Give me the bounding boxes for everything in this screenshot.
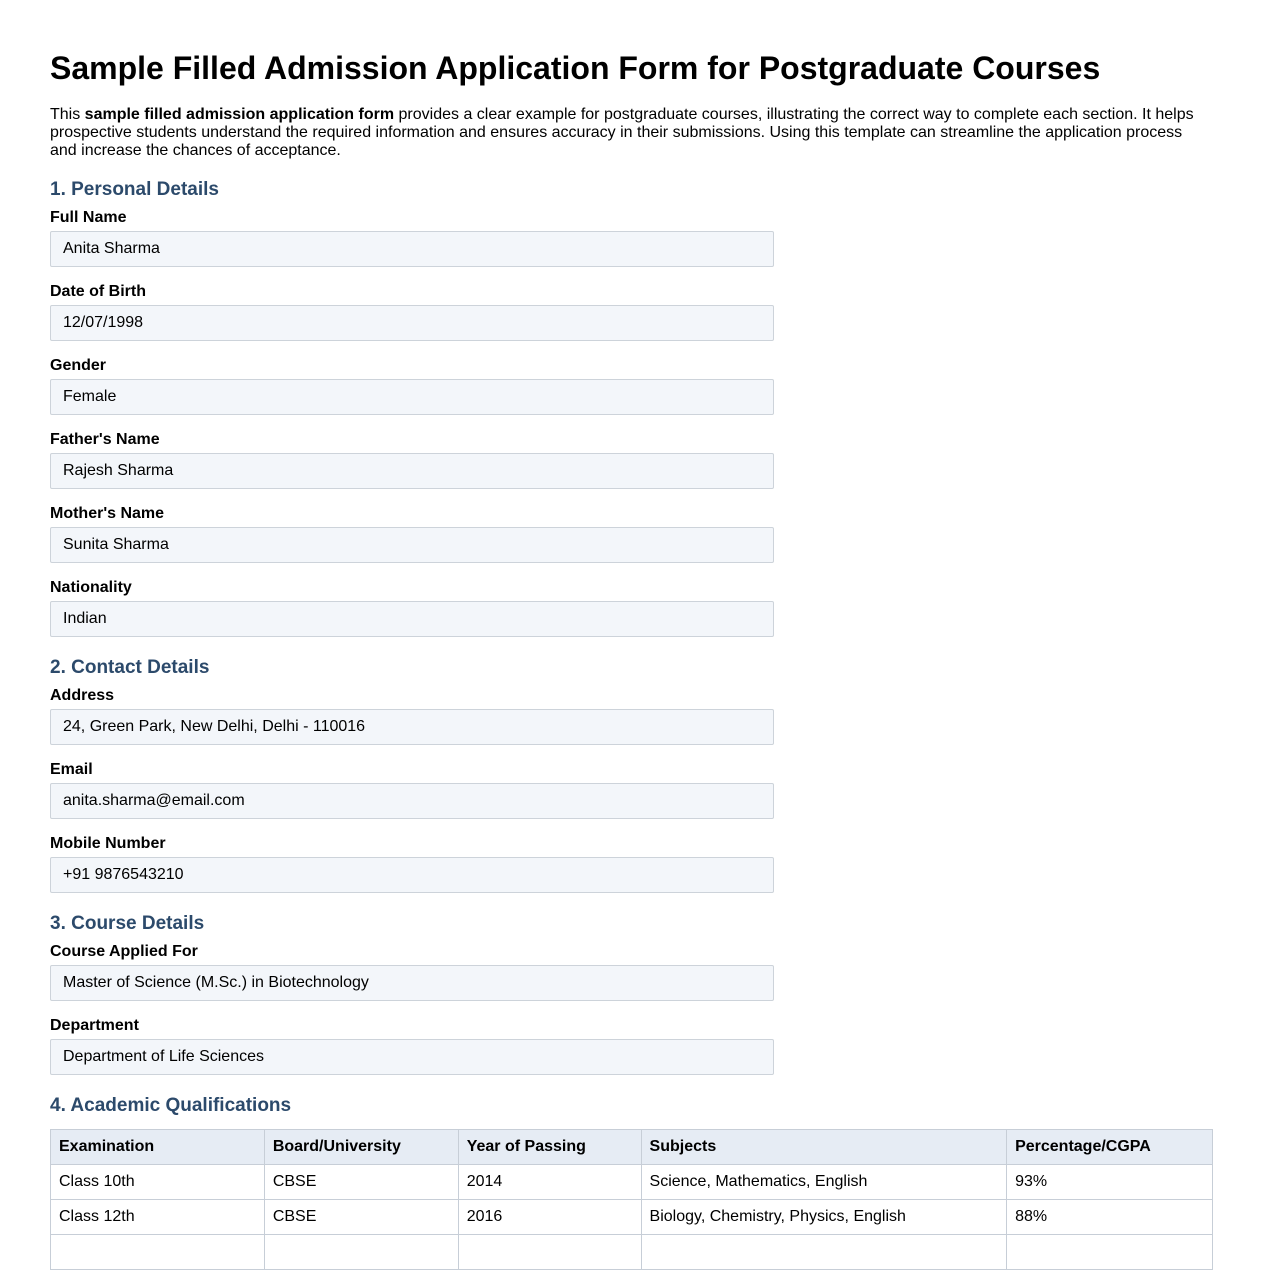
field-label: Nationality	[50, 579, 132, 596]
field-address	[50, 687, 1213, 745]
section-title-personal-details: 1. Personal Details	[50, 179, 219, 200]
department-input[interactable]	[50, 1039, 774, 1075]
gender-input[interactable]	[50, 379, 774, 415]
field-date-of-birth	[50, 283, 1213, 341]
field-label: Department	[50, 1017, 139, 1034]
address-input[interactable]	[50, 709, 774, 745]
section-title-academic-qualifications: 4. Academic Qualifications	[50, 1095, 292, 1116]
field-nationality	[50, 579, 1213, 637]
table-row	[51, 1235, 1213, 1270]
table-cell	[641, 1235, 1007, 1270]
table-cell: Class 10th	[51, 1165, 265, 1200]
field-label: Date of Birth	[50, 283, 146, 300]
nationality-input[interactable]	[50, 601, 774, 637]
field-mothers-name	[50, 505, 1213, 563]
table-cell	[264, 1235, 458, 1270]
table-cell	[51, 1235, 265, 1270]
intro-paragraph	[50, 106, 1213, 160]
field-gender	[50, 357, 1213, 415]
field-label: Gender	[50, 357, 107, 374]
table-cell: Science, Mathematics, English	[641, 1165, 1007, 1200]
date-of-birth-input[interactable]	[50, 305, 774, 341]
table-header-row	[51, 1130, 1213, 1165]
field-course-applied-for	[50, 943, 1213, 1001]
section-title-contact-details: 2. Contact Details	[50, 657, 210, 678]
field-label: Mobile Number	[50, 835, 166, 852]
table-cell: CBSE	[264, 1165, 458, 1200]
table-cell: 2014	[458, 1165, 641, 1200]
section-title-course-details: 3. Course Details	[50, 913, 205, 934]
mothers-name-input[interactable]	[50, 527, 774, 563]
field-label: Mother's Name	[50, 505, 165, 522]
field-label: Full Name	[50, 209, 127, 226]
table-row	[51, 1165, 1213, 1200]
field-label: Course Applied For	[50, 943, 198, 960]
intro-suffix: provides a clear example for postgraduate courses, illustrating the correct way to complete each section. It helps prospective students understand the required information and ensures accuracy in their submissions. Using this template can streamline the application process and increase the chances of acceptance.	[50, 106, 1194, 159]
field-fathers-name	[50, 431, 1213, 489]
table-cell	[458, 1235, 641, 1270]
fathers-name-input[interactable]	[50, 453, 774, 489]
field-label: Father's Name	[50, 431, 160, 448]
mobile-number-input[interactable]	[50, 857, 774, 893]
field-department	[50, 1017, 1213, 1075]
column-header-subjects: Subjects	[641, 1130, 1007, 1165]
table-row	[51, 1200, 1213, 1235]
field-full-name	[50, 209, 1213, 267]
table-cell: Biology, Chemistry, Physics, English	[641, 1200, 1007, 1235]
table-cell: 2016	[458, 1200, 641, 1235]
field-label: Address	[50, 687, 115, 704]
full-name-input[interactable]	[50, 231, 774, 267]
field-email	[50, 761, 1213, 819]
table-cell: CBSE	[264, 1200, 458, 1235]
academic-qualifications-table	[50, 1129, 1213, 1270]
page-title: Sample Filled Admission Application Form for Postgraduate Courses	[50, 50, 1101, 86]
table-cell: 93%	[1007, 1165, 1213, 1200]
column-header-board-university: Board/University	[264, 1130, 458, 1165]
field-label: Email	[50, 761, 93, 778]
table-cell: Class 12th	[51, 1200, 265, 1235]
table-cell	[1007, 1235, 1213, 1270]
column-header-year-of-passing: Year of Passing	[458, 1130, 641, 1165]
course-applied-for-input[interactable]	[50, 965, 774, 1001]
column-header-examination: Examination	[51, 1130, 265, 1165]
column-header-percentage-cgpa: Percentage/CGPA	[1007, 1130, 1213, 1165]
email-input[interactable]	[50, 783, 774, 819]
field-mobile-number	[50, 835, 1213, 893]
table-cell: 88%	[1007, 1200, 1213, 1235]
intro-bold-text: sample filled admission application form	[84, 106, 395, 123]
intro-prefix: This	[50, 106, 85, 123]
